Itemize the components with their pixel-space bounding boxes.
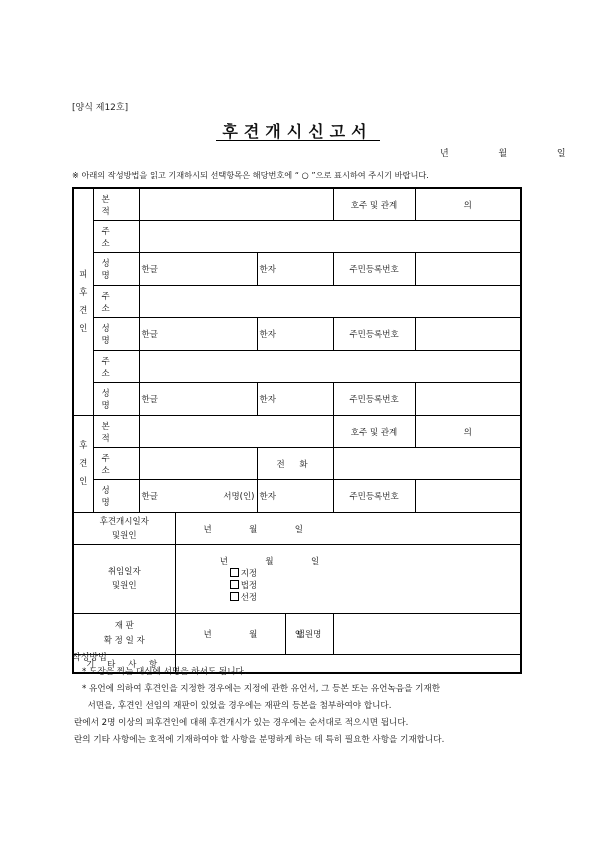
ward-hangul-label: 한글 [139,253,175,286]
ward2-hanja-field[interactable] [285,318,333,351]
ward3-address-label: 주 소 [93,351,139,383]
ward3-hanja-field[interactable] [285,383,333,416]
ward2-hangul-label: 한글 [139,318,175,351]
guardian-head-relation-field[interactable]: 의 [415,416,521,448]
guardian-name-label: 성 명 [93,480,139,513]
ward3-hangul-field[interactable] [175,383,257,416]
ward-rrn-field[interactable] [415,253,521,286]
ward3-hangul-label: 한글 [139,383,175,416]
ward2-address-field[interactable] [139,286,521,318]
commencement-field[interactable]: 년 월 일 [175,513,521,545]
ward2-hanja-label: 한자 [257,318,285,351]
guardian-rrn-label: 주민등록번호 [333,480,415,513]
inauguration-field[interactable]: 년 월 일 지정 법정 선정 [175,545,521,614]
ward3-name-label: 성 명 [93,383,139,416]
option-designated-checkbox[interactable] [230,568,239,577]
ward-head-relation-field[interactable]: 의 [415,188,521,221]
ward-rrn-label: 주민등록번호 [333,253,415,286]
guardian-address-field[interactable] [139,448,257,480]
guide-list [74,664,526,749]
inauguration-label: 취임일자 및원인 [73,545,175,614]
ward3-rrn-field[interactable] [415,383,521,416]
ward2-name-label: 성 명 [93,318,139,351]
guardian-address-label: 주 소 [93,448,139,480]
date-header: 년 월 일 [440,149,566,159]
ward2-address-label: 주 소 [93,286,139,318]
ward-hanja-field[interactable] [285,253,333,286]
page-title: 후견개시신고서 [222,122,373,141]
commencement-label: 후견개시일자 및원인 [73,513,175,545]
guardian-phone-label: 전 화 [257,448,333,480]
ward2-rrn-label: 주민등록번호 [333,318,415,351]
ward-address-field[interactable] [139,221,521,253]
guardian-section-label: 후 견 인 [73,416,93,513]
guide-item: * 유언에 의하여 후견인을 지정한 경우에는 지정에 관한 유언서, 그 등본 또는 유언녹음을 기재한 [82,684,441,694]
judgment-date-field[interactable]: 년 월 일 [175,614,285,655]
guide-item: 서면을, 후견인 선임의 재판이 있었을 경우에는 재판의 등본을 첨부하여야 합니다. [82,701,392,711]
option-appointed-checkbox[interactable] [230,592,239,601]
form-number: [양식 제12호] [72,103,129,113]
guardian-registry-label: 본 적 [93,416,139,448]
ward-registry-label: 본 적 [93,188,139,221]
guardian-registry-field[interactable] [139,416,333,448]
option-appointed-label: 선정 [240,593,258,603]
guardian-hanja-field[interactable] [285,480,333,513]
guardian-hanja-label: 한자 [257,480,285,513]
guide-item: 란에서 2명 이상의 피후견인에 대해 후견개시가 있는 경우에는 순서대로 적으시면 됩니다. [74,718,409,728]
ward3-address-field[interactable] [139,351,521,383]
ward-address-label: 주 소 [93,221,139,253]
option-statutory-checkbox[interactable] [230,580,239,589]
guide-item: * 도장을 찍는 대신에 서명을 하셔도 됩니다. [82,667,247,677]
ward-registry-field[interactable] [139,188,333,221]
guardian-phone-field[interactable] [333,448,521,480]
ward2-rrn-field[interactable] [415,318,521,351]
court-label: 법원명 [285,614,333,655]
guide-item: 란의 기타 사항에는 호적에 기재하여야 할 사항을 분명하게 하는 데 특히 필요한 사항을 기재합니다. [74,735,445,745]
guardian-head-relation-label: 호주 및 관계 [333,416,415,448]
ward-section-label: 피 후 견 인 [73,188,93,416]
ward-hanja-label: 한자 [257,253,285,286]
option-designated-label: 지정 [240,569,258,579]
ward-hangul-field[interactable] [175,253,257,286]
guardian-rrn-field[interactable] [415,480,521,513]
judgment-label: 재 판 확 정 일 자 [73,614,175,655]
ward-name-label: 성 명 [93,253,139,286]
report-form-table [72,187,522,674]
other-label: 기 타 사 항 [73,655,175,674]
notice-text: ※ 아래의 작성방법을 읽고 기재하시되 선택항목은 해당번호에 “ ○ ”으로 표시하여 주시기 바랍니다. [72,170,429,180]
ward-head-relation-label: 호주 및 관계 [333,188,415,221]
ward3-hanja-label: 한자 [257,383,285,416]
guardian-hangul-label: 한글 [139,480,175,513]
guardian-sign-field[interactable]: 서명(인) [175,480,257,513]
ward3-rrn-label: 주민등록번호 [333,383,415,416]
guide-title: 작성방법 [72,653,107,663]
option-statutory-label: 법정 [240,581,258,591]
court-field[interactable] [333,614,521,655]
ward2-hangul-field[interactable] [175,318,257,351]
title-underline [216,140,380,142]
